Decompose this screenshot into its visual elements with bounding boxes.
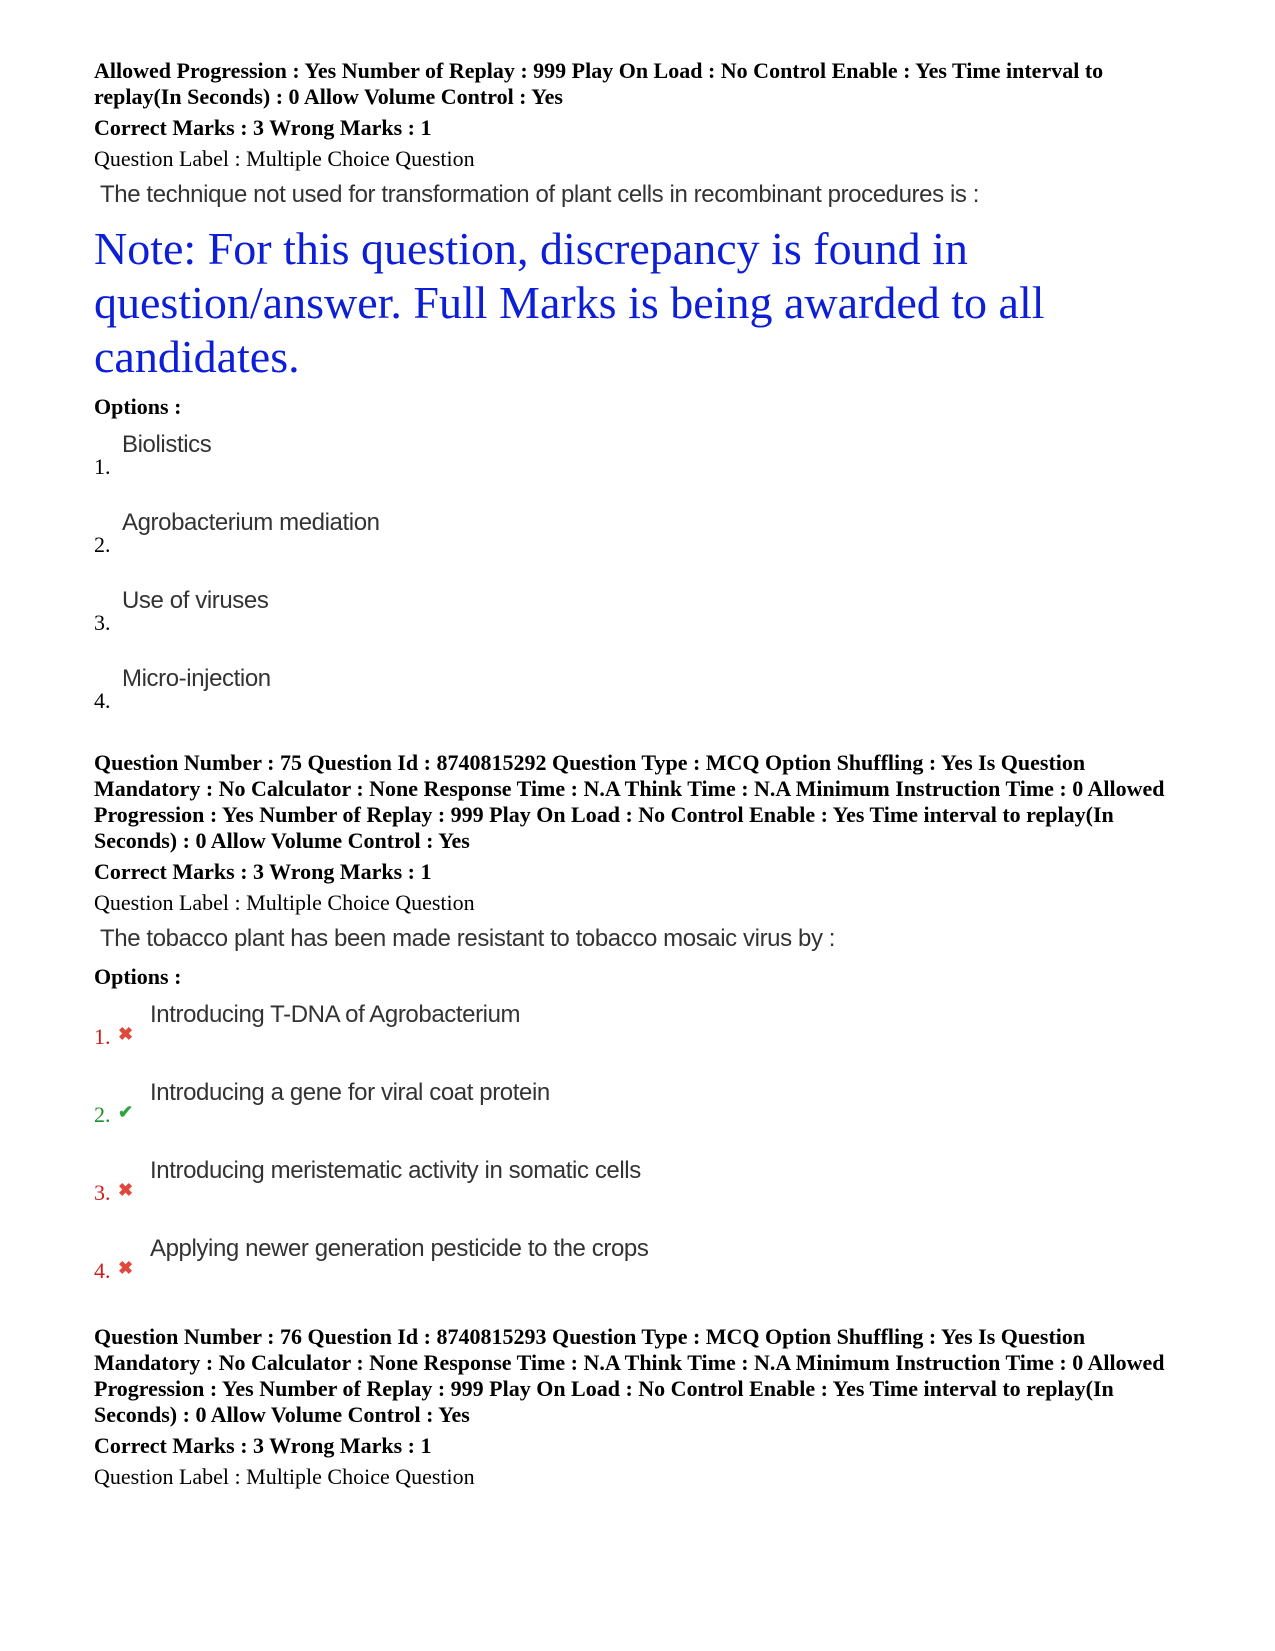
option-1 — [94, 430, 1194, 508]
question-label: Question Label : Multiple Choice Question — [94, 890, 475, 915]
options-list — [94, 1000, 1194, 1312]
option-1 — [94, 1000, 1194, 1078]
question-meta: Allowed Progression : Yes Number of Replay : 999 Play On Load : No Control Enable : Yes Time interval to replay(In Seconds) : 0 Allow Volume Control : Yes — [94, 58, 1104, 109]
question-marks: Correct Marks : 3 Wrong Marks : 1 — [94, 115, 432, 140]
option-4 — [94, 1234, 1194, 1312]
option-number: 1. — [94, 454, 111, 479]
options-heading: Options : — [94, 964, 182, 989]
question-meta: Question Number : 76 Question Id : 8740815293 Question Type : MCQ Option Shuffling : Yes Is Question Mandatory : No Calculator : None Response Time : N.A Think Time : N.A Minimum Instruction Time : 0 Allowed Progression : Yes Number of Replay : 999 Play On Load : No Control Enable : Yes Time interval to replay(In Seconds) : 0 Allow Volume Control : Yes — [94, 1324, 1165, 1427]
option-text: Introducing a gene for viral coat protein — [150, 1079, 550, 1106]
question-text: The technique not used for transformation of plant cells in recombinant procedures is : — [100, 181, 980, 208]
options-list — [94, 430, 1194, 742]
document-page — [94, 58, 1194, 1490]
question-marks: Correct Marks : 3 Wrong Marks : 1 — [94, 1433, 432, 1458]
option-3 — [94, 586, 1194, 664]
option-text: Micro-injection — [122, 665, 271, 692]
option-text: Agrobacterium mediation — [122, 509, 380, 536]
options-heading: Options : — [94, 394, 182, 419]
option-number: 2. — [94, 532, 111, 557]
question-74 — [94, 58, 1194, 742]
cross-icon: ✖ — [118, 1258, 134, 1278]
option-2 — [94, 508, 1194, 586]
question-marks: Correct Marks : 3 Wrong Marks : 1 — [94, 859, 432, 884]
option-2 — [94, 1078, 1194, 1156]
option-3 — [94, 1156, 1194, 1234]
option-text: Biolistics — [122, 431, 212, 458]
option-number: 4. — [94, 688, 111, 713]
question-label: Question Label : Multiple Choice Question — [94, 1464, 475, 1489]
option-number: 1. — [94, 1024, 111, 1049]
question-text: The tobacco plant has been made resistant to tobacco mosaic virus by : — [100, 925, 836, 952]
check-icon: ✔ — [118, 1102, 134, 1122]
option-text: Introducing meristematic activity in somatic cells — [150, 1157, 641, 1184]
option-text: Introducing T-DNA of Agrobacterium — [150, 1001, 521, 1028]
option-text: Applying newer generation pesticide to the crops — [150, 1235, 649, 1262]
option-number: 3. — [94, 1180, 111, 1205]
question-label: Question Label : Multiple Choice Question — [94, 146, 475, 171]
option-number: 2. — [94, 1102, 111, 1127]
cross-icon: ✖ — [118, 1180, 134, 1200]
question-meta: Question Number : 75 Question Id : 8740815292 Question Type : MCQ Option Shuffling : Yes Is Question Mandatory : No Calculator : None Response Time : N.A Think Time : N.A Minimum Instruction Time : 0 Allowed Progression : Yes Number of Replay : 999 Play On Load : No Control Enable : Yes Time interval to replay(In Seconds) : 0 Allow Volume Control : Yes — [94, 750, 1165, 853]
option-number: 4. — [94, 1258, 111, 1283]
cross-icon: ✖ — [118, 1024, 134, 1044]
discrepancy-note: Note: For this question, discrepancy is found in question/answer. Full Marks is being awarded to all candidates. — [94, 223, 1045, 382]
option-4 — [94, 664, 1194, 742]
option-text: Use of viruses — [122, 587, 269, 614]
option-number: 3. — [94, 610, 111, 635]
question-76 — [94, 1324, 1194, 1490]
question-75 — [94, 750, 1194, 1312]
